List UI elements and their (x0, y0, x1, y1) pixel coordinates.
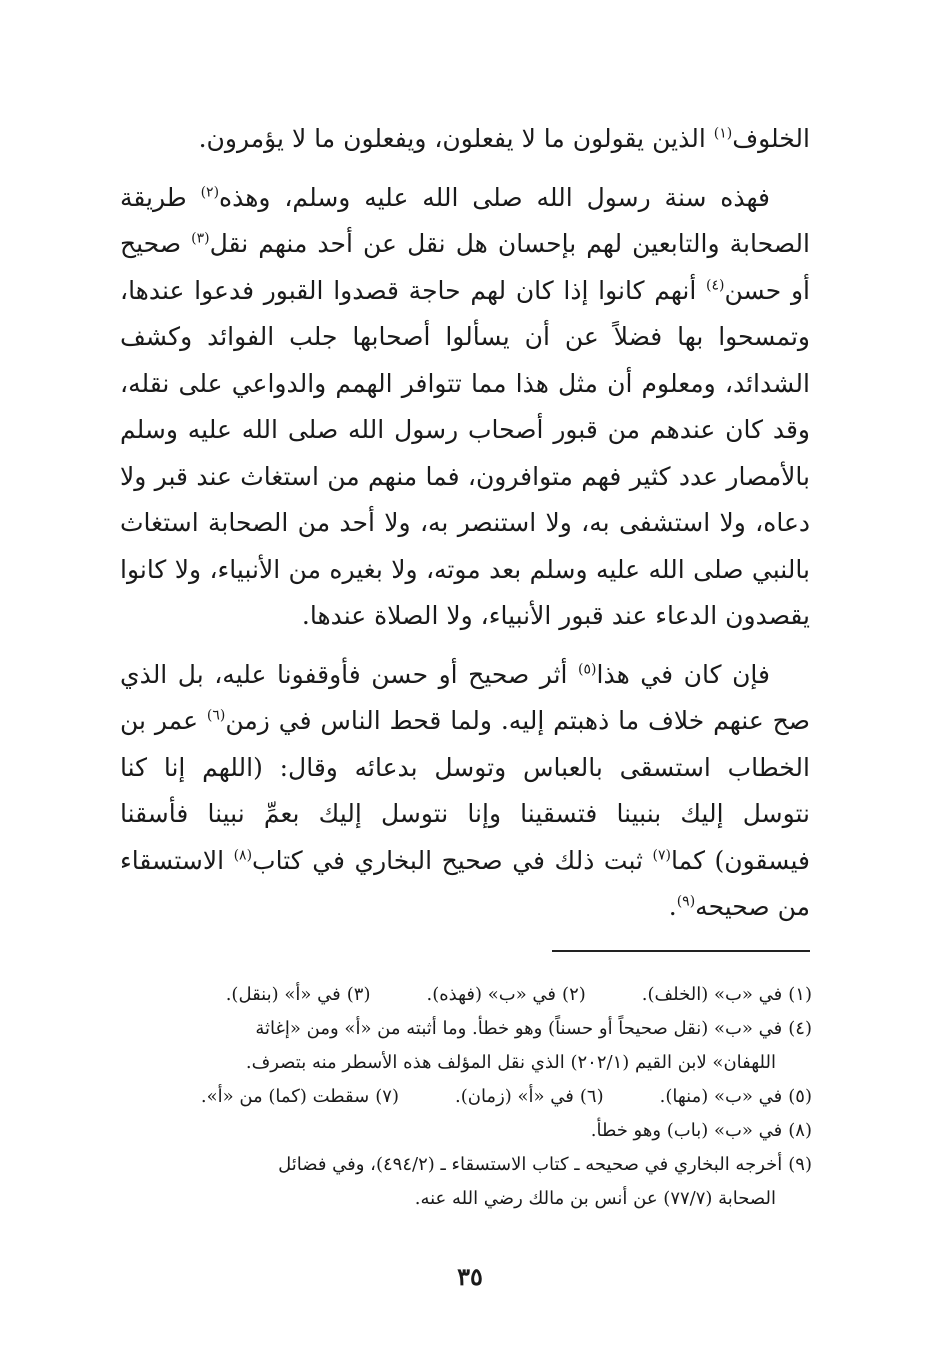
footnote-number: (٩) (788, 1154, 812, 1175)
footnote-8 (120, 1114, 812, 1148)
footnote-ref-3[interactable]: (٣) (191, 230, 210, 247)
footnote-ref-6[interactable]: (٦) (206, 707, 226, 724)
footnote-text: في «ب» (باب) وهو خطأ. (590, 1120, 783, 1141)
footnote-ref-1[interactable]: (١) (713, 125, 733, 142)
footnote-ref-9[interactable]: (٩) (676, 893, 696, 910)
footnotes (120, 978, 812, 1216)
footnote-number: (٤) (788, 1018, 812, 1039)
footnote-number: (١) (788, 984, 812, 1005)
footnote-3 (226, 978, 371, 1012)
text-run: صحيح أو حسن (120, 229, 810, 305)
text-run: عمر بن الخطاب استسقى بالعباس وتوسل بدعائه وقال: (اللهم إنا كنا نتوسل إليك بنبينا فتسقينا وإنا نتوسل إليك بعمِّ نبينا فأسقنا فيسقون) كما (120, 706, 810, 875)
text-run: ثبت ذلك في صحيح البخاري في كتاب (252, 845, 653, 875)
paragraph-3 (120, 652, 810, 931)
footnote-text: في «ب» (الخلف). (641, 984, 783, 1005)
footnote-5 (660, 1080, 812, 1114)
footnote-text: أخرجه البخاري في صحيحه ـ كتاب الاستسقاء ـ (٤٩٤/٢)، وفي فضائل (278, 1154, 783, 1175)
footnote-7 (201, 1080, 399, 1114)
footnote-row-1-3 (120, 978, 812, 1012)
footnote-text: في «ب» (منها). (659, 1086, 783, 1107)
footnote-text: سقطت (كما) من «أ». (200, 1086, 370, 1107)
text-run: أنهم كانوا إذا كان لهم حاجة قصدوا القبور فدعوا عندها، وتمسحوا بها فضلاً عن أن يسألوا أصحابها جلب الفوائد وكشف الشدائد، ومعلوم أن مثل هذا مما تتوافر الهمم والدواعي على نقله، وقد كان عندهم من قبور أصحاب رسول الله صلى الله عليه وسلم بالأمصار عدد كثير فهم متوافرون، فما منهم من استغاث عند قبر ولا دعاه، ولا استشفى به، ولا استنصر به، ولا أحد من الصحابة استغاث بالنبي صلى الله عليه وسلم بعد موته، ولا بغيره من الأنبياء، ولا كانوا يقصدون الدعاء عند قبور الأنبياء، ولا الصلاة عندها. (120, 275, 810, 630)
footnote-ref-4[interactable]: (٤) (705, 277, 725, 294)
text-run: فهذه سنة رسول الله صلى الله عليه وسلم، وهذه (219, 182, 770, 212)
footnote-number: (٥) (788, 1086, 812, 1107)
footnote-6 (455, 1080, 604, 1114)
text-run: الخلوف (732, 124, 810, 153)
text-run: الذين يقولون ما لا يفعلون، ويفعلون ما لا يؤمرون. (198, 124, 714, 153)
footnote-4-continued: اللهفان» لابن القيم (٢٠٢/١) الذي نقل المؤلف هذه الأسطر منه بتصرف. (245, 1052, 776, 1073)
footnote-text: في «أ» (بنقل). (225, 984, 341, 1005)
footnote-9 (120, 1148, 812, 1182)
footnote-text: في «أ» (زمان). (454, 1086, 574, 1107)
paragraph-2 (120, 175, 810, 640)
footnote-ref-2[interactable]: (٢) (200, 184, 220, 201)
footnote-number: (٨) (788, 1120, 812, 1141)
footnote-number: (٦) (579, 1086, 604, 1107)
footnote-ref-5[interactable]: (٥) (578, 661, 597, 678)
footnote-text: في «ب» (نقل صحيحاً أو حسناً) وهو خطأ. وما أثبته من «أ» ومن «إغاثة (255, 1018, 783, 1039)
footnote-2 (426, 978, 585, 1012)
footnote-1 (642, 978, 812, 1012)
text-run: . (668, 892, 677, 921)
page-number: ٣٥ (457, 1262, 483, 1291)
paragraph-1 (120, 116, 810, 163)
footnote-ref-7[interactable]: (٧) (652, 847, 671, 864)
text-run: الاستسقاء من صحيحه (120, 845, 810, 921)
text-run: طريقة الصحابة والتابعين لهم بإحسان هل نقل عن أحد منهم نقل (120, 182, 810, 258)
main-text (120, 116, 810, 943)
footnote-9-continued: الصحابة (٧٧/٧) عن أنس بن مالك رضي الله عنه. (414, 1188, 776, 1209)
text-run: أثر صحيح أو حسن فأوقفونا عليه، بل الذي صح عنهم خلاف ما ذهبتم إليه. ولما قحط الناس في زمن (120, 659, 810, 735)
footnote-row-5-7 (120, 1080, 812, 1114)
footnote-number: (٢) (562, 984, 586, 1005)
footnote-4 (120, 1012, 812, 1046)
text-run: فإن كان في هذا (596, 659, 770, 689)
footnote-separator (552, 950, 810, 952)
footnote-number: (٣) (346, 984, 371, 1005)
footnote-number: (٧) (375, 1086, 399, 1107)
footnote-ref-8[interactable]: (٨) (233, 847, 253, 864)
footnote-text: في «ب» (فهذه). (426, 984, 557, 1005)
